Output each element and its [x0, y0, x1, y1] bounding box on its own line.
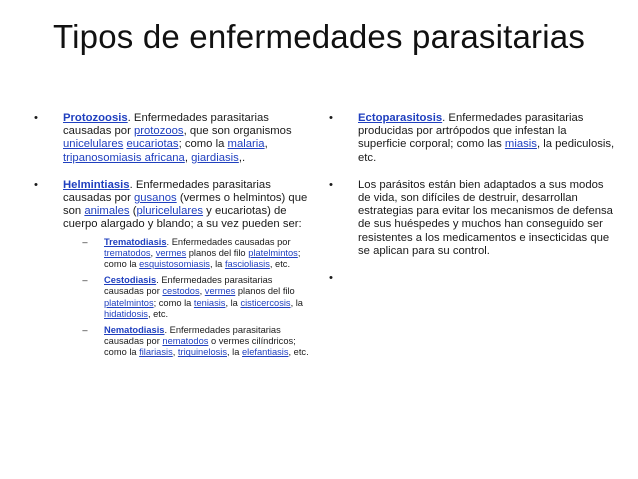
- text-segment: ; como la: [153, 297, 194, 308]
- dash-icon: –: [82, 325, 88, 336]
- link-animales[interactable]: animales: [84, 205, 130, 218]
- link-cisticercosis[interactable]: cisticercosis: [240, 297, 291, 308]
- bullet-icon: •: [329, 272, 333, 285]
- sublist-item-cestodiasis: [78, 275, 312, 320]
- text-segment: ,: [172, 347, 178, 358]
- link-tripanosomiasis[interactable]: tripanosomiasis africana: [63, 151, 185, 164]
- text-segment: . Enfermedades parasitarias causadas por: [104, 325, 281, 347]
- link-teniasis[interactable]: teniasis: [193, 297, 226, 308]
- link-platelmintos[interactable]: platelmintos: [248, 247, 298, 258]
- text-segment: . Enfermedades parasitarias causadas por: [104, 275, 273, 297]
- bullet-icon: •: [329, 112, 333, 124]
- link-cestodos[interactable]: cestodos: [162, 286, 200, 297]
- text-segment: , la pediculosis, etc.: [358, 138, 615, 164]
- right-column: [325, 112, 615, 285]
- text-segment: ,: [184, 151, 192, 164]
- link-helmintiasis[interactable]: Helmintiasis: [63, 178, 130, 191]
- link-ectoparasitosis[interactable]: Ectoparasitosis: [358, 112, 443, 124]
- link-hidatidosis[interactable]: hidatidosis: [104, 308, 148, 319]
- left-column: [30, 112, 312, 359]
- link-trematodiasis[interactable]: Trematodiasis: [104, 236, 167, 247]
- text-segment: ; como la: [178, 138, 228, 151]
- text-segment: ,: [264, 138, 268, 151]
- link-unicelulares[interactable]: unicelulares: [63, 138, 124, 151]
- text-segment: y eucariotas) de cuerpo alargado y blando; a su vez pueden ser:: [63, 205, 302, 231]
- bullet-icon: •: [34, 112, 38, 124]
- text-segment: , la: [227, 347, 242, 358]
- link-pluricelulares[interactable]: pluricelulares: [136, 205, 204, 218]
- link-protozoos[interactable]: protozoos: [133, 125, 184, 138]
- list-item-empty: [325, 272, 615, 285]
- bullet-icon: •: [34, 178, 38, 191]
- link-cestodiasis[interactable]: Cestodiasis: [104, 275, 157, 286]
- text-segment: (vermes o helmintos) que son: [63, 192, 308, 218]
- text-segment: ,: [199, 286, 205, 297]
- text-segment: , que son organismos: [183, 125, 292, 138]
- text-segment: planos del filo: [235, 286, 295, 297]
- paragraph-adaptacion: Los parásitos están bien adaptados a sus modos de vida, son difíciles de destruir, desarrollan estrategias para evitar los mecanismos de defensa de sus huéspedes y muchos han conseguido ser resistentes a los medicamentos e insecticidas que se aplican para su control.: [358, 178, 613, 257]
- text-segment: . Enfermedades causadas por: [166, 236, 291, 247]
- text-segment: ,.: [238, 151, 246, 164]
- link-elefantiasis[interactable]: elefantiasis: [242, 347, 289, 358]
- link-protozoosis[interactable]: Protozoosis: [63, 112, 128, 124]
- link-eucariotas[interactable]: eucariotas: [126, 138, 179, 151]
- list-item-helmintiasis: [30, 179, 312, 359]
- text-segment: planos del filo: [186, 247, 249, 258]
- text-segment: ; como la: [104, 247, 301, 270]
- link-miasis[interactable]: miasis: [504, 138, 537, 151]
- text-segment: (: [129, 205, 137, 218]
- link-vermes[interactable]: vermes: [204, 286, 236, 297]
- text-segment: o vermes cilíndricos; como la: [104, 336, 296, 358]
- link-nematodos[interactable]: nematodos: [162, 336, 209, 347]
- link-fascioliasis[interactable]: fascioliasis: [224, 259, 270, 270]
- list-item-protozoosis: [30, 112, 312, 165]
- page-title: Tipos de enfermedades parasitarias: [52, 18, 586, 55]
- dash-icon: –: [82, 236, 88, 247]
- text-segment: . Enfermedades parasitarias causadas por: [63, 178, 271, 205]
- list-item-ectoparasitosis: [325, 112, 615, 165]
- sublist-item-nematodiasis: [78, 325, 312, 359]
- link-giardiasis[interactable]: giardiasis: [191, 151, 239, 164]
- text-segment: , etc.: [269, 259, 291, 270]
- link-esquistosomiasis[interactable]: esquistosomiasis: [139, 259, 210, 270]
- text-segment: , etc.: [147, 308, 169, 319]
- text-segment: . Enfermedades parasitarias causadas por: [63, 112, 269, 138]
- link-malaria[interactable]: malaria: [227, 138, 265, 151]
- text-segment: , etc.: [288, 347, 309, 358]
- text-segment: ,: [150, 247, 156, 258]
- bullet-icon: •: [329, 178, 333, 191]
- list-item-adaptacion: [325, 179, 615, 258]
- dash-icon: –: [82, 275, 88, 286]
- sublist-item-trematodiasis: [78, 237, 312, 271]
- link-gusanos[interactable]: gusanos: [133, 192, 177, 205]
- text-segment: . Enfermedades parasitarias producidas por artrópodos que infestan la superficie corporal; como las: [358, 112, 584, 151]
- link-trematodos[interactable]: trematodos: [104, 247, 151, 258]
- link-vermes[interactable]: vermes: [155, 247, 187, 258]
- text-segment: , la: [225, 297, 241, 308]
- link-filariasis[interactable]: filariasis: [139, 347, 173, 358]
- link-platelmintos[interactable]: platelmintos: [104, 297, 154, 308]
- text-segment: , la: [209, 259, 225, 270]
- link-triquinelosis[interactable]: triquinelosis: [177, 347, 227, 358]
- text-segment: , la: [290, 297, 303, 308]
- link-nematodiasis[interactable]: Nematodiasis: [104, 325, 165, 336]
